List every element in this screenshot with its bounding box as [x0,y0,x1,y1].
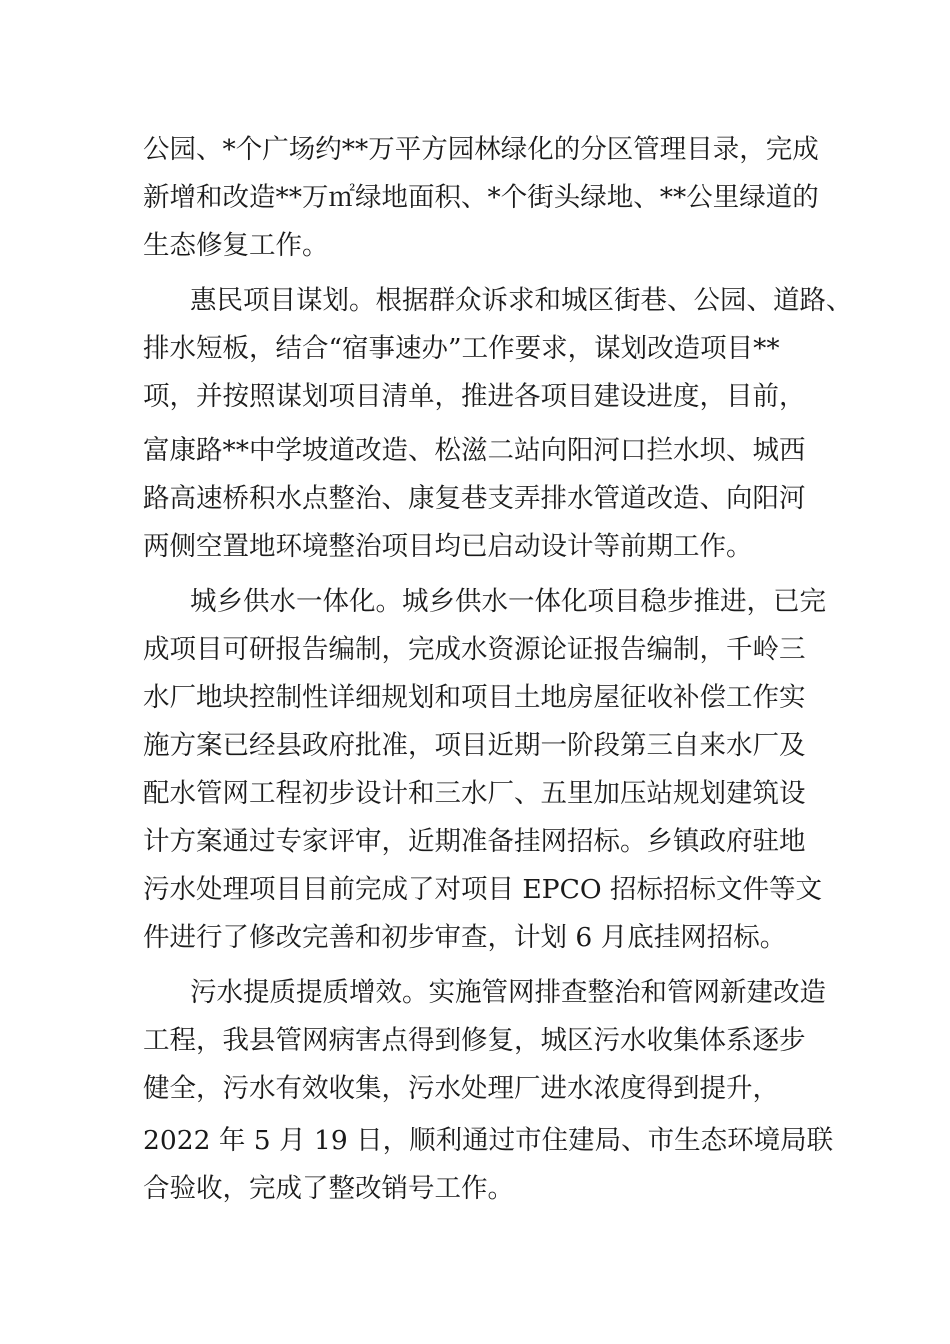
text-line: 施方案已经县政府批准，项目近期一阶段第三自来水厂及 [143,730,806,761]
text-line: 项，并按照谋划项目清单，推进各项目建设进度，目前， [143,381,806,412]
text-line: 生态修复工作。 [143,230,329,261]
text-line: 健全，污水有效收集，污水处理厂进水浓度得到提升， [143,1073,779,1104]
text-line: 污水处理项目目前完成了对项目 EPCO 招标招标文件等文 [143,874,823,905]
text-line: 富康路**中学坡道改造、松滋二站向阳河口拦水坝、城西 [143,435,806,466]
text-line: 路高速桥积水点整治、康复巷支弄排水管道改造、向阳河 [143,483,806,514]
text-line: 新增和改造**万㎡绿地面积、*个街头绿地、**公里绿道的 [143,182,819,213]
text-line: 计方案通过专家评审，近期准备挂网招标。乡镇政府驻地 [143,826,806,857]
text-line: 排水短板，结合“宿事速办”工作要求，谋划改造项目** [143,333,780,364]
text-line: 公园、*个广场约**万平方园林绿化的分区管理目录，完成 [143,134,819,165]
text-line: 工程，我县管网病害点得到修复，城区污水收集体系逐步 [143,1025,806,1056]
text-line: 两侧空置地环境整治项目均已启动设计等前期工作。 [143,531,753,562]
text-line: 配水管网工程初步设计和三水厂、五里加压站规划建筑设 [143,778,806,809]
paragraph-heading-line: 城乡供水一体化。城乡供水一体化项目稳步推进，已完 [190,586,826,617]
paragraph-heading-line: 污水提质提质增效。实施管网排查整治和管网新建改造 [190,977,826,1008]
paragraph-heading-line: 惠民项目谋划。根据群众诉求和城区街巷、公园、道路、 [190,285,853,316]
text-line: 2022 年 5 月 19 日，顺利通过市住建局、市生态环境局联 [143,1125,834,1156]
text-line: 成项目可研报告编制，完成水资源论证报告编制，千岭三 [143,634,806,665]
text-line: 合验收，完成了整改销号工作。 [143,1173,514,1204]
text-line: 水厂地块控制性详细规划和项目土地房屋征收补偿工作实 [143,682,806,713]
text-line: 件进行了修改完善和初步审查，计划 6 月底挂网招标。 [143,922,787,953]
